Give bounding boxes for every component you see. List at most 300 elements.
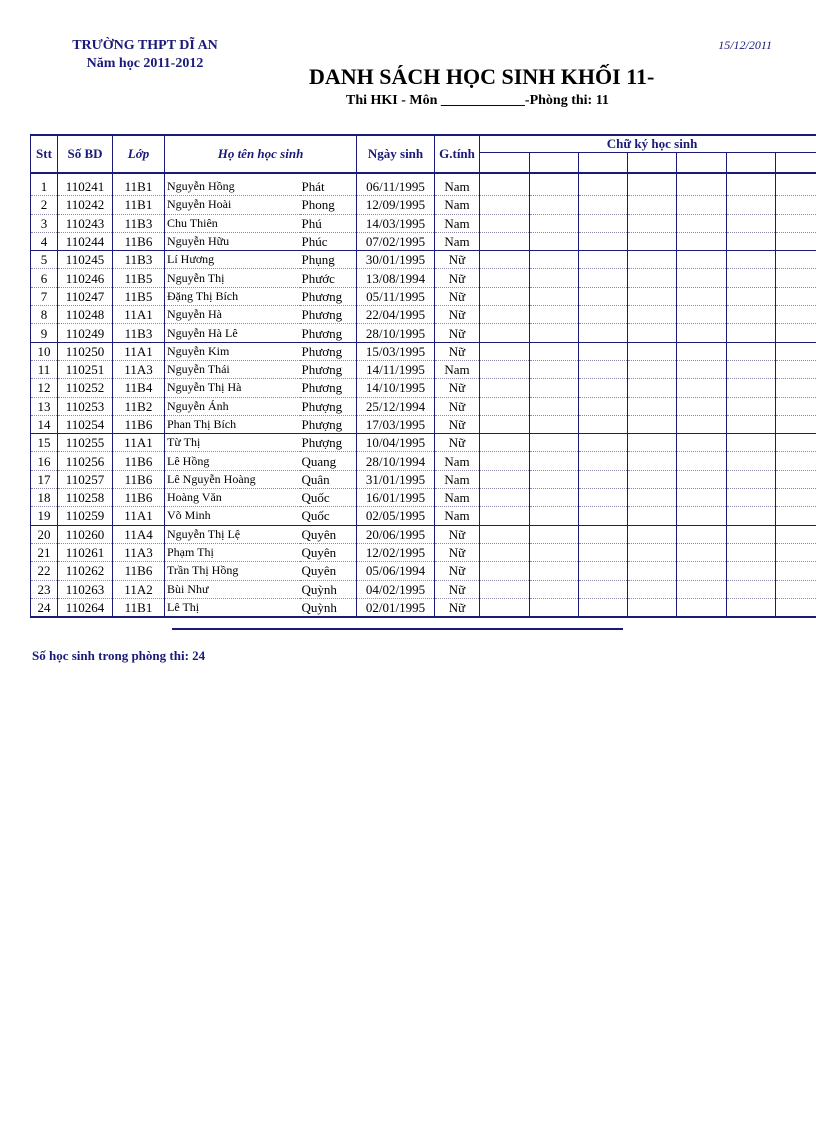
signature-cell[interactable] [480,360,530,378]
signature-cell[interactable] [628,525,677,543]
signature-cell[interactable] [480,452,530,470]
cell-given-name: Hoàng Văn [165,489,300,507]
cell-dob: 05/06/1994 [357,562,435,580]
cell-dob: 15/03/1995 [357,342,435,360]
signature-cell[interactable] [727,306,776,324]
signature-cell[interactable] [530,434,579,452]
signature-cell[interactable] [480,251,530,269]
signature-cell[interactable] [530,598,579,617]
cell-dob: 17/03/1995 [357,415,435,433]
cell-lop: 11A1 [113,507,165,525]
col-stt: Stt [31,135,58,173]
signature-cell[interactable] [579,580,628,598]
signature-cell[interactable] [727,342,776,360]
signature-cell[interactable] [530,324,579,342]
signature-cell[interactable] [628,470,677,488]
signature-cell[interactable] [776,543,816,561]
signature-cell[interactable] [677,214,727,232]
signature-cell[interactable] [628,232,677,250]
table-row [31,287,816,305]
school-year: Năm học 2011-2012 [86,56,204,71]
signature-cell[interactable] [480,434,530,452]
footer-divider [172,628,623,630]
cell-sbd: 110260 [58,525,113,543]
cell-sbd: 110251 [58,360,113,378]
signature-cell[interactable] [480,470,530,488]
signature-cell[interactable] [530,470,579,488]
signature-cell[interactable] [727,598,776,617]
signature-cell[interactable] [677,452,727,470]
signature-cell[interactable] [530,562,579,580]
signature-cell[interactable] [530,269,579,287]
signature-slot-header [776,153,816,174]
cell-given-name: Võ Minh [165,507,300,525]
cell-stt: 8 [31,306,58,324]
signature-cell[interactable] [480,489,530,507]
signature-cell[interactable] [677,525,727,543]
signature-cell[interactable] [628,598,677,617]
cell-dob: 02/05/1995 [357,507,435,525]
col-lop: Lớp [113,135,165,173]
signature-cell[interactable] [776,232,816,250]
signature-cell[interactable] [480,379,530,397]
signature-cell[interactable] [579,489,628,507]
cell-gender: Nữ [435,525,480,543]
signature-cell[interactable] [677,598,727,617]
table-row [31,251,816,269]
cell-sbd: 110261 [58,543,113,561]
cell-lop: 11B6 [113,470,165,488]
signature-cell[interactable] [677,470,727,488]
cell-gender: Nữ [435,598,480,617]
signature-cell[interactable] [727,507,776,525]
signature-cell[interactable] [579,269,628,287]
signature-cell[interactable] [677,232,727,250]
table-row [31,470,816,488]
cell-lop: 11B6 [113,489,165,507]
signature-cell[interactable] [530,489,579,507]
signature-cell[interactable] [480,562,530,580]
table-row [31,598,816,617]
table-row [31,415,816,433]
signature-cell[interactable] [480,269,530,287]
signature-cell[interactable] [480,324,530,342]
signature-cell[interactable] [727,452,776,470]
signature-cell[interactable] [776,379,816,397]
signature-cell[interactable] [727,269,776,287]
cell-sbd: 110250 [58,342,113,360]
signature-cell[interactable] [480,580,530,598]
signature-cell[interactable] [628,178,677,196]
signature-cell[interactable] [776,434,816,452]
cell-stt: 16 [31,452,58,470]
signature-cell[interactable] [677,397,727,415]
signature-cell[interactable] [776,580,816,598]
cell-stt: 21 [31,543,58,561]
signature-cell[interactable] [677,489,727,507]
signature-cell[interactable] [727,434,776,452]
signature-cell[interactable] [480,342,530,360]
signature-cell[interactable] [677,178,727,196]
cell-given-name: Từ Thị [165,434,300,452]
signature-cell[interactable] [677,360,727,378]
signature-cell[interactable] [628,580,677,598]
signature-cell[interactable] [727,287,776,305]
cell-gender: Nữ [435,324,480,342]
cell-given-name: Bùi Như [165,580,300,598]
cell-first-name: Phương [300,324,357,342]
signature-cell[interactable] [727,489,776,507]
signature-cell[interactable] [480,178,530,196]
signature-cell[interactable] [776,452,816,470]
cell-sbd: 110263 [58,580,113,598]
cell-given-name: Nguyễn Hồng [165,178,300,196]
signature-cell[interactable] [579,360,628,378]
cell-stt: 10 [31,342,58,360]
signature-cell[interactable] [776,507,816,525]
signature-cell[interactable] [628,269,677,287]
signature-cell[interactable] [530,525,579,543]
cell-given-name: Nguyễn Ánh [165,397,300,415]
cell-dob: 12/09/1995 [357,196,435,214]
cell-first-name: Phượng [300,397,357,415]
signature-cell[interactable] [776,489,816,507]
cell-gender: Nam [435,196,480,214]
cell-sbd: 110253 [58,397,113,415]
signature-cell[interactable] [677,287,727,305]
cell-gender: Nữ [435,269,480,287]
signature-cell[interactable] [579,232,628,250]
cell-first-name: Phước [300,269,357,287]
signature-cell[interactable] [727,196,776,214]
signature-cell[interactable] [480,415,530,433]
signature-cell[interactable] [579,306,628,324]
signature-cell[interactable] [727,562,776,580]
signature-slot-header [579,153,628,174]
signature-cell[interactable] [776,562,816,580]
signature-cell[interactable] [480,543,530,561]
signature-cell[interactable] [579,342,628,360]
table-row [31,306,816,324]
signature-cell[interactable] [579,379,628,397]
signature-cell[interactable] [579,525,628,543]
cell-lop: 11B1 [113,196,165,214]
cell-dob: 05/11/1995 [357,287,435,305]
signature-cell[interactable] [579,251,628,269]
cell-first-name: Phong [300,196,357,214]
signature-cell[interactable] [530,580,579,598]
cell-first-name: Phương [300,306,357,324]
cell-given-name: Nguyễn Hoài [165,196,300,214]
signature-cell[interactable] [727,214,776,232]
signature-cell[interactable] [579,178,628,196]
signature-cell[interactable] [677,543,727,561]
cell-lop: 11B5 [113,269,165,287]
signature-cell[interactable] [628,342,677,360]
signature-cell[interactable] [776,360,816,378]
signature-cell[interactable] [628,415,677,433]
signature-cell[interactable] [628,452,677,470]
cell-first-name: Quân [300,470,357,488]
cell-first-name: Quốc [300,507,357,525]
cell-given-name: Nguyễn Hữu [165,232,300,250]
signature-cell[interactable] [727,543,776,561]
signature-cell[interactable] [480,525,530,543]
signature-cell[interactable] [628,251,677,269]
signature-cell[interactable] [480,397,530,415]
cell-sbd: 110258 [58,489,113,507]
signature-cell[interactable] [579,543,628,561]
cell-stt: 14 [31,415,58,433]
signature-cell[interactable] [628,306,677,324]
cell-stt: 1 [31,178,58,196]
cell-first-name: Quang [300,452,357,470]
signature-cell[interactable] [727,324,776,342]
cell-sbd: 110245 [58,251,113,269]
cell-first-name: Phượng [300,434,357,452]
signature-cell[interactable] [530,214,579,232]
signature-cell[interactable] [776,178,816,196]
cell-stt: 12 [31,379,58,397]
cell-gender: Nam [435,470,480,488]
cell-lop: 11B6 [113,562,165,580]
signature-cell[interactable] [628,324,677,342]
signature-cell[interactable] [530,543,579,561]
signature-cell[interactable] [628,397,677,415]
signature-cell[interactable] [776,251,816,269]
signature-cell[interactable] [776,324,816,342]
cell-stt: 13 [31,397,58,415]
signature-cell[interactable] [677,562,727,580]
cell-lop: 11A1 [113,342,165,360]
signature-cell[interactable] [579,452,628,470]
table-row [31,562,816,580]
cell-first-name: Quốc [300,489,357,507]
signature-cell[interactable] [628,489,677,507]
signature-cell[interactable] [480,306,530,324]
signature-cell[interactable] [579,196,628,214]
cell-dob: 28/10/1995 [357,324,435,342]
signature-cell[interactable] [677,196,727,214]
signature-cell[interactable] [727,415,776,433]
table-row [31,379,816,397]
cell-stt: 24 [31,598,58,617]
table-row [31,232,816,250]
signature-cell[interactable] [628,379,677,397]
signature-cell[interactable] [530,178,579,196]
signature-cell[interactable] [677,434,727,452]
signature-cell[interactable] [480,196,530,214]
table-row [31,543,816,561]
signature-cell[interactable] [530,397,579,415]
signature-cell[interactable] [677,306,727,324]
cell-sbd: 110249 [58,324,113,342]
signature-cell[interactable] [628,287,677,305]
signature-cell[interactable] [628,434,677,452]
table-row [31,580,816,598]
signature-cell[interactable] [776,598,816,617]
signature-cell[interactable] [530,360,579,378]
student-count: Số học sinh trong phòng thi: 24 [32,648,206,663]
print-date: 15/12/2011 [718,38,772,52]
cell-stt: 9 [31,324,58,342]
cell-gender: Nam [435,452,480,470]
signature-cell[interactable] [530,196,579,214]
signature-cell[interactable] [579,324,628,342]
cell-lop: 11B3 [113,324,165,342]
signature-cell[interactable] [727,525,776,543]
signature-cell[interactable] [628,214,677,232]
signature-cell[interactable] [530,452,579,470]
cell-sbd: 110254 [58,415,113,433]
cell-lop: 11B5 [113,287,165,305]
signature-cell[interactable] [727,360,776,378]
signature-cell[interactable] [530,251,579,269]
cell-given-name: Nguyễn Hà [165,306,300,324]
signature-cell[interactable] [677,251,727,269]
signature-cell[interactable] [579,214,628,232]
cell-lop: 11A4 [113,525,165,543]
signature-cell[interactable] [677,415,727,433]
cell-gender: Nam [435,232,480,250]
cell-stt: 3 [31,214,58,232]
signature-cell[interactable] [677,379,727,397]
signature-cell[interactable] [579,415,628,433]
signature-cell[interactable] [776,306,816,324]
signature-cell[interactable] [776,196,816,214]
page-title: DANH SÁCH HỌC SINH KHỐI 11- [309,64,655,89]
cell-stt: 5 [31,251,58,269]
cell-first-name: Phương [300,379,357,397]
cell-sbd: 110246 [58,269,113,287]
cell-stt: 22 [31,562,58,580]
signature-cell[interactable] [776,342,816,360]
signature-cell[interactable] [727,470,776,488]
signature-slot-header [677,153,727,174]
signature-cell[interactable] [628,196,677,214]
signature-cell[interactable] [579,397,628,415]
cell-stt: 11 [31,360,58,378]
signature-cell[interactable] [579,507,628,525]
signature-cell[interactable] [776,470,816,488]
signature-cell[interactable] [677,507,727,525]
signature-cell[interactable] [530,232,579,250]
table-row [31,489,816,507]
signature-cell[interactable] [677,342,727,360]
signature-cell[interactable] [480,598,530,617]
signature-cell[interactable] [727,178,776,196]
cell-first-name: Quyên [300,543,357,561]
signature-cell[interactable] [776,214,816,232]
signature-cell[interactable] [480,507,530,525]
signature-cell[interactable] [530,306,579,324]
cell-given-name: Nguyễn Thị [165,269,300,287]
cell-gender: Nữ [435,306,480,324]
signature-cell[interactable] [530,379,579,397]
table-row [31,214,816,232]
signature-cell[interactable] [776,415,816,433]
cell-stt: 6 [31,269,58,287]
cell-stt: 7 [31,287,58,305]
signature-cell[interactable] [579,470,628,488]
signature-cell[interactable] [677,269,727,287]
signature-cell[interactable] [530,507,579,525]
signature-slot-header [530,153,579,174]
signature-cell[interactable] [628,507,677,525]
cell-given-name: Nguyễn Kim [165,342,300,360]
signature-cell[interactable] [480,214,530,232]
signature-cell[interactable] [480,287,530,305]
cell-first-name: Phúc [300,232,357,250]
table-row [31,507,816,525]
cell-gender: Nam [435,214,480,232]
signature-cell[interactable] [530,415,579,433]
signature-cell[interactable] [677,324,727,342]
cell-dob: 28/10/1994 [357,452,435,470]
signature-cell[interactable] [776,397,816,415]
cell-dob: 12/02/1995 [357,543,435,561]
cell-stt: 18 [31,489,58,507]
signature-cell[interactable] [776,525,816,543]
cell-gender: Nữ [435,287,480,305]
signature-cell[interactable] [628,360,677,378]
signature-cell[interactable] [628,543,677,561]
cell-sbd: 110241 [58,178,113,196]
cell-given-name: Lê Thị [165,598,300,617]
cell-lop: 11B6 [113,415,165,433]
cell-sbd: 110264 [58,598,113,617]
signature-cell[interactable] [727,580,776,598]
cell-lop: 11B6 [113,232,165,250]
cell-sbd: 110242 [58,196,113,214]
signature-cell[interactable] [677,580,727,598]
cell-stt: 15 [31,434,58,452]
signature-cell[interactable] [530,342,579,360]
table-header-row [31,135,816,153]
cell-gender: Nữ [435,580,480,598]
signature-cell[interactable] [776,269,816,287]
signature-cell[interactable] [530,287,579,305]
signature-cell[interactable] [579,434,628,452]
signature-cell[interactable] [727,232,776,250]
cell-first-name: Quyên [300,562,357,580]
cell-first-name: Quỳnh [300,598,357,617]
signature-cell[interactable] [727,379,776,397]
signature-cell[interactable] [727,251,776,269]
cell-dob: 06/11/1995 [357,178,435,196]
cell-first-name: Phượng [300,415,357,433]
cell-gender: Nam [435,507,480,525]
cell-given-name: Chu Thiên [165,214,300,232]
table-row [31,452,816,470]
signature-cell[interactable] [480,232,530,250]
cell-gender: Nữ [435,415,480,433]
cell-first-name: Phát [300,178,357,196]
signature-cell[interactable] [579,598,628,617]
cell-dob: 04/02/1995 [357,580,435,598]
signature-cell[interactable] [727,397,776,415]
signature-cell[interactable] [776,287,816,305]
col-sbd: Số BD [58,135,113,173]
cell-sbd: 110257 [58,470,113,488]
cell-lop: 11B1 [113,178,165,196]
signature-cell[interactable] [579,287,628,305]
cell-gender: Nữ [435,562,480,580]
school-block [30,37,260,73]
signature-cell[interactable] [628,562,677,580]
cell-given-name: Nguyễn Thái [165,360,300,378]
signature-cell[interactable] [579,562,628,580]
